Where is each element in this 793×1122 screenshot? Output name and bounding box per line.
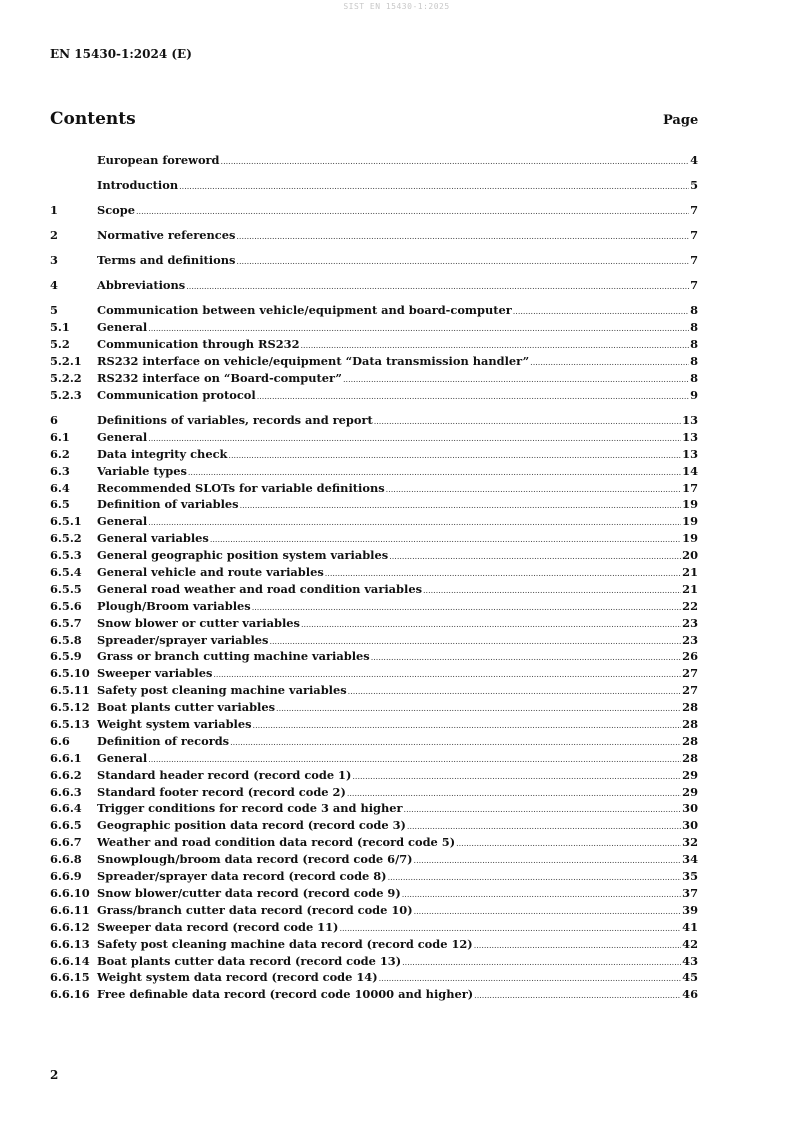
toc-entry-title: Boat plants cutter data record (record code 13) (97, 953, 402, 968)
toc-entry-page: 26 (682, 649, 698, 664)
dot-leader (402, 887, 681, 904)
toc-entry[interactable] (50, 648, 698, 665)
toc-entry[interactable] (50, 412, 698, 429)
toc-entry[interactable] (50, 767, 698, 784)
toc-entry-title: Trigger conditions for record code 3 and higher (97, 801, 403, 816)
toc-entry-title: Weight system data record (record code 14) (97, 970, 378, 985)
toc-entry-page: 34 (682, 852, 698, 867)
dot-leader (423, 583, 681, 600)
toc-entry[interactable] (50, 429, 698, 446)
toc-entry-number: 6.5.4 (50, 565, 82, 580)
toc-entry[interactable] (50, 547, 698, 564)
toc-entry-number: 6.6.16 (50, 987, 90, 1002)
toc-entry[interactable] (50, 227, 698, 244)
toc-entry[interactable] (50, 733, 698, 750)
toc-entry-title: Communication through RS232 (97, 337, 300, 352)
toc-entry-page: 19 (682, 531, 698, 546)
toc-entry-title: General vehicle and route variables (97, 565, 324, 580)
toc-entry-title: Standard header record (record code 1) (97, 767, 352, 782)
toc-entry-page: 8 (690, 371, 698, 386)
toc-entry-page: 19 (682, 514, 698, 529)
toc-entry-page: 4 (690, 153, 698, 167)
toc-entry-title: Grass or branch cutting machine variables (97, 649, 370, 664)
dot-leader (257, 389, 689, 406)
dot-leader (148, 515, 681, 532)
toc-entry[interactable] (50, 953, 698, 970)
toc-entry-page: 8 (690, 354, 698, 369)
toc-entry-number: 6.5.9 (50, 649, 82, 664)
toc-entry[interactable] (50, 336, 698, 353)
toc-entry[interactable] (50, 817, 698, 834)
toc-entry-page: 27 (682, 683, 698, 698)
toc-entry-page: 30 (682, 801, 698, 816)
toc-entry-number: 6.5.11 (50, 683, 90, 698)
dot-leader (414, 853, 682, 870)
dot-leader (276, 701, 681, 718)
toc-entry-number: 6.2 (50, 446, 70, 461)
toc-entry-title: Definition of records (97, 733, 230, 748)
toc-entry[interactable] (50, 480, 698, 497)
toc-entry-number: 6.6.10 (50, 885, 90, 900)
toc-entry-page: 13 (682, 413, 698, 427)
toc-entry-number: 6.5.2 (50, 531, 82, 546)
toc-entry-number: 6.5.3 (50, 548, 82, 563)
toc-entry-number: 6.6.1 (50, 750, 82, 765)
toc-entry-page: 14 (682, 463, 698, 478)
toc-entry-page: 35 (682, 869, 698, 884)
toc-entry-title: Definitions of variables, records and report (97, 413, 373, 427)
toc-entry-number: 6.6.5 (50, 818, 82, 833)
dot-leader (348, 684, 681, 701)
toc-entry[interactable] (50, 564, 698, 581)
toc-entry-page: 5 (690, 178, 698, 193)
toc-entry-title: Introduction (97, 178, 179, 193)
watermark: SIST EN 15430-1:2025 (343, 2, 450, 11)
toc-entry-number: 4 (50, 278, 58, 293)
toc-entry-title: General variables (97, 531, 209, 546)
toc-entry-number: 6.6.2 (50, 767, 82, 782)
toc-entry-page: 28 (682, 700, 698, 715)
toc-entry-number: 5.2.2 (50, 371, 82, 386)
toc-entry-number: 6.5.12 (50, 700, 90, 715)
dot-leader (252, 600, 681, 617)
toc-entry-title: Safety post cleaning machine data record (record code 12) (97, 936, 473, 951)
dot-leader (456, 836, 681, 853)
toc-entry-number: 6.1 (50, 429, 70, 444)
toc-entry-page: 28 (682, 733, 698, 748)
toc-entry-page: 41 (682, 919, 698, 934)
toc-entry-title: Weather and road condition data record (record code 5) (97, 835, 456, 850)
toc-entry-title: Definition of variables (97, 497, 239, 512)
dot-leader (404, 802, 682, 819)
toc-entry-title: Recommended SLOTs for variable definitions (97, 480, 385, 495)
toc-entry[interactable] (50, 615, 698, 632)
dot-leader (186, 279, 689, 296)
toc-entry[interactable] (50, 152, 698, 169)
toc-entry-title: Spreader/sprayer data record (record code 8) (97, 869, 387, 884)
toc-entry-number: 6.6.7 (50, 835, 82, 850)
footer-page-number: 2 (50, 1068, 59, 1082)
toc-entry-number: 6.6.11 (50, 902, 90, 917)
toc-entry-title: Sweeper data record (record code 11) (97, 919, 339, 934)
toc-entry-title: RS232 interface on “Board-computer” (97, 371, 342, 386)
toc-entry-title: Grass/branch cutter data record (record code 10) (97, 902, 413, 917)
toc-entry[interactable] (50, 750, 698, 767)
toc-entry-page: 28 (682, 717, 698, 732)
toc-entry-page: 37 (682, 885, 698, 900)
toc-entry-title: General (97, 514, 148, 529)
toc-entry[interactable] (50, 202, 698, 219)
toc-entry-page: 29 (682, 767, 698, 782)
toc-entry-number: 6.5.10 (50, 666, 90, 681)
dot-leader (221, 154, 690, 171)
toc-entry[interactable] (50, 902, 698, 919)
toc-entry-title: Snow blower/cutter data record (record code 9) (97, 885, 401, 900)
dot-leader (148, 431, 681, 448)
toc-entry[interactable] (50, 716, 698, 733)
toc-entry[interactable] (50, 969, 698, 986)
toc-entry-number: 6.5.7 (50, 615, 82, 630)
toc-entry-number: 6 (50, 413, 58, 427)
toc-entry-page: 30 (682, 818, 698, 833)
toc-entry-page: 9 (690, 387, 698, 402)
toc-entry[interactable] (50, 885, 698, 902)
dot-leader (179, 179, 689, 196)
toc-entry-number: 5 (50, 303, 58, 318)
toc-entry-title: Snow blower or cutter variables (97, 615, 300, 630)
toc-entry-page: 27 (682, 666, 698, 681)
dot-leader (301, 617, 681, 634)
toc-entry-page: 20 (682, 548, 698, 563)
toc-entry[interactable] (50, 177, 698, 194)
dot-leader (530, 355, 689, 372)
toc-entry[interactable] (50, 277, 698, 294)
toc-entry[interactable] (50, 252, 698, 269)
dot-leader (474, 938, 681, 955)
toc-entry-title: Normative references (97, 228, 236, 243)
dot-leader (253, 718, 682, 735)
toc-entry[interactable] (50, 868, 698, 885)
dot-leader (388, 870, 682, 887)
table-of-contents (50, 152, 698, 1003)
toc-entry-title: Data integrity check (97, 446, 228, 461)
toc-entry-title: Safety post cleaning machine variables (97, 683, 347, 698)
dot-leader (371, 650, 681, 667)
dot-leader (230, 735, 681, 752)
toc-entry-number: 2 (50, 228, 58, 243)
toc-entry-page: 32 (682, 835, 698, 850)
toc-entry-page: 23 (682, 632, 698, 647)
toc-entry[interactable] (50, 446, 698, 463)
toc-entry-title: Standard footer record (record code 2) (97, 784, 346, 799)
toc-entry-number: 6.3 (50, 463, 70, 478)
toc-entry-number: 1 (50, 203, 58, 218)
toc-entry[interactable] (50, 682, 698, 699)
toc-entry[interactable] (50, 387, 698, 404)
toc-entry-number: 6.6.15 (50, 970, 90, 985)
toc-entry-number: 6.6.9 (50, 869, 82, 884)
page-column-label: Page (663, 113, 699, 128)
toc-entry-title: Weight system variables (97, 717, 252, 732)
toc-entry-page: 17 (682, 480, 698, 495)
toc-entry-page: 13 (682, 429, 698, 444)
toc-entry-number: 6.4 (50, 480, 70, 495)
toc-entry-page: 8 (690, 320, 698, 335)
toc-entry-page: 8 (690, 337, 698, 352)
toc-entry[interactable] (50, 800, 698, 817)
toc-entry-number: 5.2.3 (50, 387, 82, 402)
contents-heading: Contents (50, 109, 136, 129)
dot-leader (474, 988, 681, 1005)
toc-entry[interactable] (50, 834, 698, 851)
toc-entry-number: 6.6.13 (50, 936, 90, 951)
toc-entry-number: 6.5.5 (50, 581, 82, 596)
toc-entry[interactable] (50, 784, 698, 801)
toc-entry-number: 6.5.1 (50, 514, 82, 529)
toc-entry[interactable] (50, 919, 698, 936)
toc-entry-page: 42 (682, 936, 698, 951)
toc-entry-page: 13 (682, 446, 698, 461)
toc-entry-title: Abbreviations (97, 278, 186, 293)
toc-entry-title: General (97, 429, 148, 444)
toc-entry-number: 6.6.8 (50, 852, 82, 867)
toc-entry-title: Snowplough/broom data record (record code 6/7) (97, 852, 413, 867)
toc-entry-page: 29 (682, 784, 698, 799)
toc-entry-title: Communication protocol (97, 387, 256, 402)
dot-leader (386, 482, 681, 499)
toc-entry-number: 6.5.8 (50, 632, 82, 647)
toc-entry-page: 7 (690, 253, 698, 268)
toc-entry-page: 21 (682, 565, 698, 580)
toc-entry-number: 6.5 (50, 497, 70, 512)
toc-entry[interactable] (50, 581, 698, 598)
toc-entry[interactable] (50, 513, 698, 530)
toc-entry-page: 19 (682, 497, 698, 512)
toc-entry-title: Plough/Broom variables (97, 598, 251, 613)
dot-leader (414, 904, 682, 921)
dot-leader (236, 254, 689, 271)
dot-leader (352, 769, 681, 786)
toc-entry[interactable] (50, 598, 698, 615)
dot-leader (136, 204, 689, 221)
toc-entry[interactable] (50, 851, 698, 868)
toc-entry-number: 6.5.6 (50, 598, 82, 613)
toc-entry[interactable] (50, 463, 698, 480)
toc-entry-page: 22 (682, 598, 698, 613)
toc-entry[interactable] (50, 496, 698, 513)
toc-entry[interactable] (50, 632, 698, 649)
toc-entry-page: 43 (682, 953, 698, 968)
dot-leader (374, 414, 681, 431)
toc-entry[interactable] (50, 986, 698, 1003)
toc-entry-number: 5.1 (50, 320, 70, 335)
toc-entry[interactable] (50, 353, 698, 370)
dot-leader (389, 549, 681, 566)
dot-leader (236, 229, 689, 246)
toc-entry-title: RS232 interface on vehicle/equipment “Data transmission handler” (97, 354, 530, 369)
toc-entry-number: 5.2 (50, 337, 70, 352)
toc-entry-page: 7 (690, 278, 698, 293)
toc-entry-title: Terms and definitions (97, 253, 236, 268)
toc-entry-page: 39 (682, 902, 698, 917)
toc-entry-title: Spreader/sprayer variables (97, 632, 269, 647)
toc-entry-page: 23 (682, 615, 698, 630)
toc-entry[interactable] (50, 665, 698, 682)
toc-entry-number: 5.2.1 (50, 354, 82, 369)
toc-entry-number: 6.6.14 (50, 953, 90, 968)
toc-entry[interactable] (50, 370, 698, 387)
toc-entry-number: 6.6.12 (50, 919, 90, 934)
dot-leader (343, 372, 689, 389)
document-id: EN 15430-1:2024 (E) (50, 47, 192, 61)
toc-entry-page: 45 (682, 970, 698, 985)
toc-entry-page: 21 (682, 581, 698, 596)
toc-entry-title: European foreword (97, 153, 220, 167)
toc-entry-title: General road weather and road condition variables (97, 581, 422, 596)
toc-entry-title: Variable types (97, 463, 187, 478)
dot-leader (240, 498, 682, 515)
toc-entry-page: 46 (682, 987, 698, 1002)
dot-leader (402, 955, 681, 972)
toc-entry-title: Communication between vehicle/equipment and board-computer (97, 303, 512, 318)
toc-entry[interactable] (50, 319, 698, 336)
toc-entry-title: General (97, 750, 148, 765)
toc-entry[interactable] (50, 302, 698, 319)
toc-entry-page: 8 (690, 303, 698, 318)
toc-entry-page: 7 (690, 228, 698, 243)
toc-entry-title: Geographic position data record (record code 3) (97, 818, 406, 833)
toc-entry-title: Boat plants cutter variables (97, 700, 276, 715)
toc-entry-title: Free definable data record (record code 10000 and higher) (97, 987, 474, 1002)
toc-entry-title: Scope (97, 203, 135, 218)
toc-entry[interactable] (50, 936, 698, 953)
toc-entry-title: Sweeper variables (97, 666, 213, 681)
toc-entry[interactable] (50, 530, 698, 547)
toc-entry-title: General geographic position system variables (97, 548, 389, 563)
dot-leader (513, 304, 689, 321)
toc-entry-page: 7 (690, 203, 698, 218)
toc-entry-number: 3 (50, 253, 58, 268)
toc-entry-number: 6.6.4 (50, 801, 82, 816)
toc-entry-page: 28 (682, 750, 698, 765)
dot-leader (228, 448, 681, 465)
toc-entry[interactable] (50, 699, 698, 716)
toc-entry-number: 6.6.3 (50, 784, 82, 799)
toc-entry-title: General (97, 320, 148, 335)
toc-entry-number: 6.6 (50, 733, 70, 748)
toc-entry-number: 6.5.13 (50, 717, 90, 732)
